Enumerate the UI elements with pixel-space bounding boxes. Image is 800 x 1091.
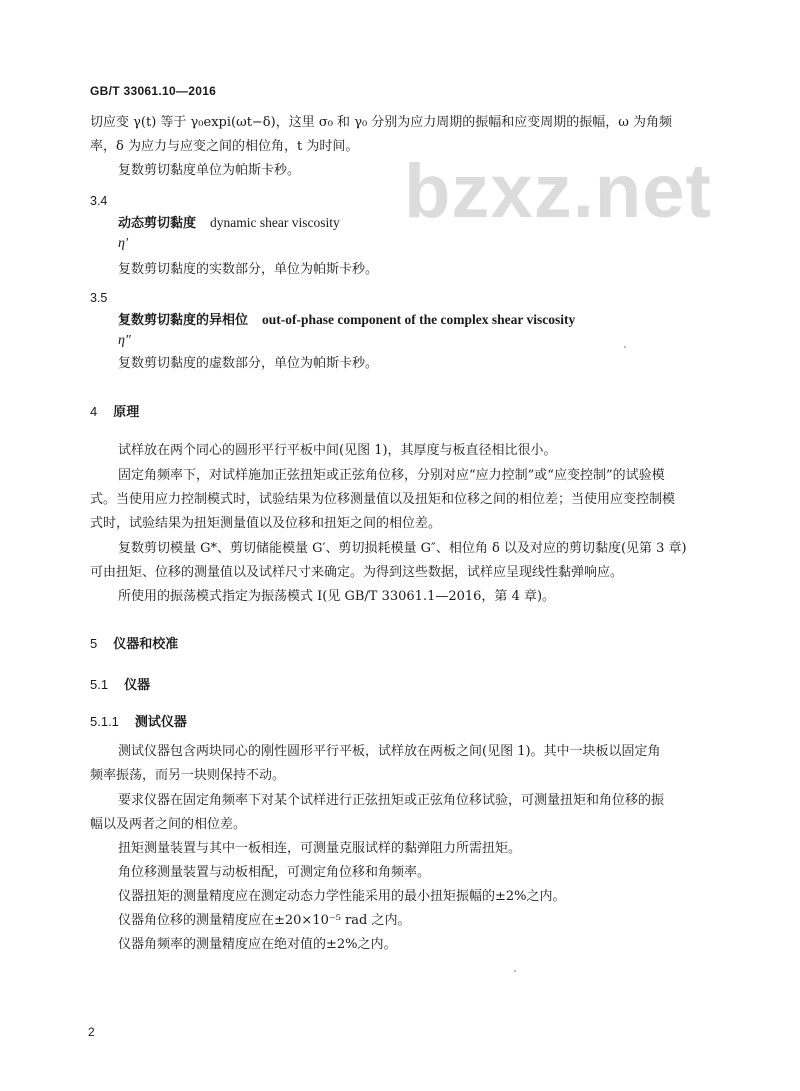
term-heading: [118, 309, 575, 328]
intro-line: 复数剪切黏度单位为帕斯卡秒。: [118, 163, 301, 178]
section-number: 4: [90, 404, 98, 419]
term-english-name: out-of-phase component of the complex shear viscosity: [262, 312, 576, 327]
section-heading: [90, 401, 139, 420]
scan-speck: [514, 970, 516, 972]
term-number: 3.4: [90, 194, 108, 208]
term-english-name: dynamic shear viscosity: [210, 215, 340, 230]
intro-line: 切应变 γ(t) 等于 γ₀expi(ωt−δ)，这里 σ₀ 和 γ₀ 分别为应力周期的振幅和应变周期的振幅，ω 为角频: [90, 115, 673, 130]
scan-speck: [624, 346, 626, 348]
term-number: 3.5: [90, 291, 108, 305]
paragraph-line: 仪器角频率的测量精度应在绝对值的±2%之内。: [118, 937, 397, 952]
paragraph-line: 频率振荡，而另一块则保持不动。: [90, 768, 286, 783]
term-chinese-name: 动态剪切黏度: [118, 216, 197, 231]
paragraph-line: 扭矩测量装置与其中一板相连，可测量克服试样的黏弹阻力所需扭矩。: [118, 841, 522, 856]
subsubsection-heading: [90, 711, 187, 730]
paragraph-line: 所使用的振荡模式指定为振荡模式 Ⅰ(见 GB/T 33061.1—2016，第 4 章)。: [118, 589, 556, 604]
paragraph-line: 要求仪器在固定角频率下对某个试样进行正弦扭矩或正弦角位移试验，可测量扭矩和角位移的振: [118, 793, 665, 808]
term-chinese-name: 复数剪切黏度的异相位: [118, 313, 249, 328]
paragraph-line: 式时，试验结果为扭矩测量值以及位移和扭矩之间的相位差。: [90, 516, 442, 531]
paragraph-line: 幅以及两者之间的相位差。: [90, 817, 247, 832]
watermark: bzxz.net: [404, 149, 712, 234]
section-number: 5: [90, 636, 98, 651]
intro-line: 率，δ 为应力与应变之间的相位角，t 为时间。: [90, 139, 359, 154]
paragraph-line: 复数剪切模量 G*、剪切储能模量 G′、剪切损耗模量 G″、相位角 δ 以及对应的剪切黏度(见第 3 章): [118, 541, 687, 556]
section-title: 测试仪器: [134, 715, 187, 730]
paragraph-line: 可由扭矩、位移的测量值以及试样尺寸来确定。为得到这些数据，试样应呈现线性黏弹响应。: [90, 565, 624, 580]
section-title: 仪器: [124, 678, 151, 693]
paragraph-line: 试样放在两个同心的圆形平行平板中间(见图 1)，其厚度与板直径相比很小。: [118, 443, 557, 458]
section-heading: [90, 633, 178, 652]
page-number: 2: [88, 1025, 95, 1039]
paragraph-line: 角位移测量装置与动板相配，可测定角位移和角频率。: [118, 865, 431, 880]
section-title: 仪器和校准: [113, 637, 179, 652]
paragraph-line: 测试仪器包含两块同心的刚性圆形平行平板，试样放在两板之间(见图 1)。其中一块板以固定角: [118, 744, 661, 759]
section-number: 5.1.1: [90, 714, 119, 729]
paragraph-line: 固定角频率下，对试样施加正弦扭矩或正弦角位移，分别对应“应力控制”或“应变控制”的试验模: [118, 468, 665, 483]
term-definition: 复数剪切黏度的虚数部分，单位为帕斯卡秒。: [118, 356, 379, 371]
section-number: 5.1: [90, 677, 109, 692]
standard-code-header: GB/T 33061.10—2016: [90, 84, 217, 98]
term-heading: [118, 212, 340, 231]
term-symbol: η″: [118, 333, 131, 348]
term-definition: 复数剪切黏度的实数部分，单位为帕斯卡秒。: [118, 262, 379, 277]
section-title: 原理: [113, 405, 140, 420]
term-symbol: η′: [118, 236, 129, 251]
paragraph-line: 式。当使用应力控制模式时，试验结果为位移测量值以及扭矩和位移之间的相位差；当使用应变控制模: [90, 492, 676, 507]
paragraph-line: 仪器扭矩的测量精度应在测定动态力学性能采用的最小扭矩振幅的±2%之内。: [118, 889, 566, 904]
paragraph-line: 仪器角位移的测量精度应在±20×10⁻⁵ rad 之内。: [118, 913, 411, 928]
subsection-heading: [90, 674, 150, 693]
